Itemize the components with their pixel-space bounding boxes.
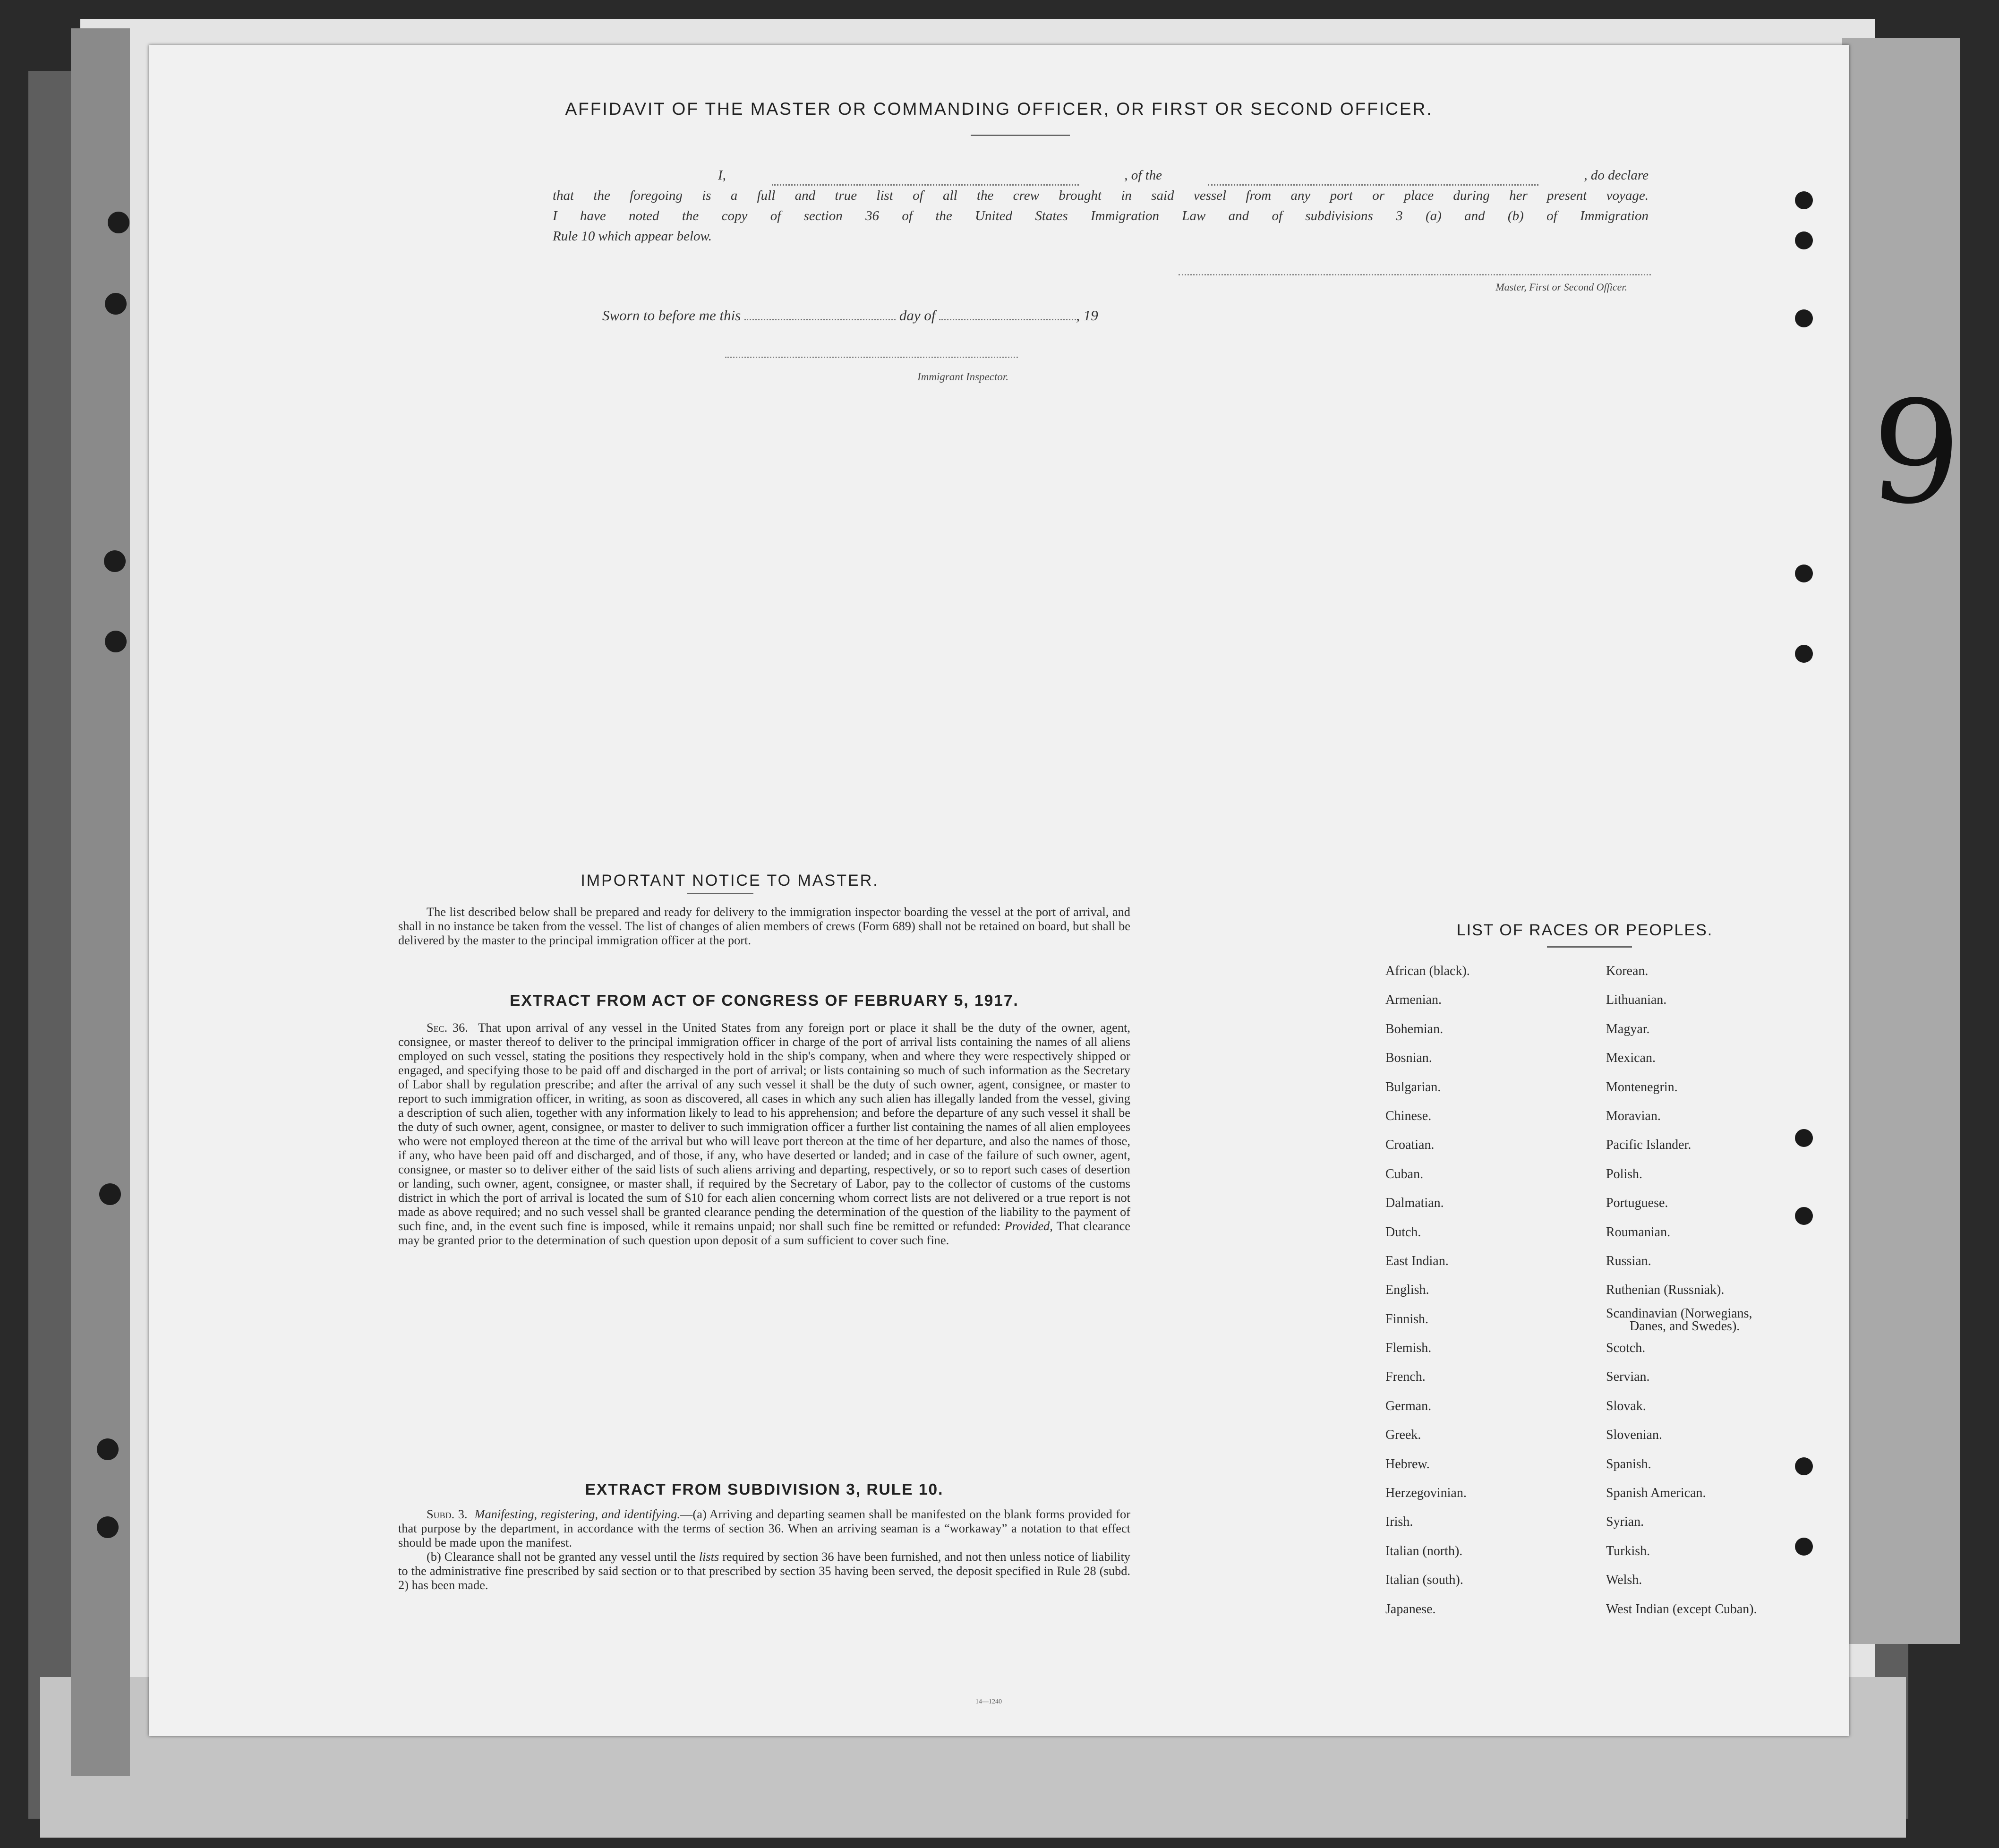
race-item: Bohemian. bbox=[1385, 1021, 1444, 1036]
divider bbox=[687, 893, 753, 894]
notice-paragraph: The list described below shall be prepared and ready for delivery to the immigration inspector boarding the vessel at the port of arrival, and shall in no instance be taken from the vessel. The list of changes of alien members of crews (Form 689) shall not be retained on board, but shall be delivered by the master to the principal immigration officer at the port. bbox=[398, 905, 1130, 947]
binder-hole bbox=[97, 1516, 119, 1538]
subdivision-paragraph-a bbox=[398, 1507, 1130, 1549]
race-item: Slovak. bbox=[1606, 1398, 1646, 1413]
form-number: 14—1240 bbox=[975, 1698, 1002, 1705]
subdivision-text-a: —(a) Arriving and departing seamen shall be manifested on the blank forms provided for that purpose by the department, in accordance with the terms of section 36. When an arriving seaman is a “workaway” a notation to that effect should be made upon the manifest. bbox=[398, 1507, 1131, 1549]
binder-hole bbox=[99, 1183, 121, 1205]
affidavit-declare: , do declare bbox=[1584, 168, 1649, 183]
race-item-line: Danes, and Swedes). bbox=[1630, 1318, 1740, 1334]
binder-hole bbox=[1795, 1538, 1813, 1556]
binder-hole bbox=[1795, 565, 1813, 582]
subdivision-body bbox=[398, 1507, 1130, 1592]
provided-word: Provided, bbox=[1004, 1219, 1053, 1233]
race-item: Dutch. bbox=[1385, 1224, 1421, 1240]
race-item: Croatian. bbox=[1385, 1138, 1435, 1153]
race-item: West Indian (except Cuban). bbox=[1606, 1601, 1757, 1617]
race-item: Bosnian. bbox=[1385, 1051, 1432, 1066]
races-title: LIST OF RACES OR PEOPLES. bbox=[1456, 921, 1713, 939]
affidavit-line: Rule 10 which appear below. bbox=[553, 229, 712, 244]
races-column-right bbox=[1606, 957, 1842, 1624]
race-item: Russian. bbox=[1606, 1253, 1651, 1268]
name-blank bbox=[772, 165, 1079, 186]
act-title: EXTRACT FROM ACT OF CONGRESS OF FEBRUARY 5, 1917. bbox=[510, 992, 1019, 1010]
subdivision-paragraph-b bbox=[398, 1549, 1130, 1592]
race-item: Flemish. bbox=[1385, 1341, 1432, 1356]
race-item: Polish. bbox=[1606, 1166, 1643, 1181]
month-blank bbox=[939, 319, 1076, 320]
subdivision-label: Subd. 3. bbox=[427, 1507, 468, 1521]
notice-title: IMPORTANT NOTICE TO MASTER. bbox=[581, 872, 879, 890]
binder-hole bbox=[1795, 1207, 1813, 1225]
race-item: French. bbox=[1385, 1369, 1426, 1385]
race-item: Korean. bbox=[1606, 964, 1649, 978]
race-item: Armenian. bbox=[1385, 992, 1442, 1008]
section-36-body bbox=[398, 1020, 1130, 1247]
race-item: Herzegovinian. bbox=[1385, 1486, 1467, 1501]
divider bbox=[1547, 946, 1632, 948]
race-item: Finnish. bbox=[1385, 1311, 1429, 1326]
race-item: Cuban. bbox=[1385, 1166, 1424, 1181]
race-item: Ruthenian (Russniak). bbox=[1606, 1283, 1725, 1298]
binder-hole bbox=[1795, 309, 1813, 327]
document-page bbox=[149, 45, 1849, 1736]
race-item: Spanish. bbox=[1606, 1456, 1651, 1472]
sworn-year: , 19 bbox=[1076, 307, 1098, 324]
binder-hole bbox=[1795, 1129, 1813, 1147]
race-item: Pacific Islander. bbox=[1606, 1138, 1691, 1153]
race-item: Italian (north). bbox=[1385, 1543, 1463, 1558]
affidavit-line: I have noted the copy of section 36 of the United States Immigration Law and of subdivisions 3 (a) and (b) of Immigration bbox=[553, 208, 1649, 223]
race-item: Spanish American. bbox=[1606, 1486, 1706, 1501]
subdivision-text-b-end: required by section 36 have been furnished, and not then unless notice of liability to the administrative fine prescribed by said section or to that prescribed by section 35 having been served, the deposit specified in Rule 28 (subd. 2) has been made. bbox=[398, 1549, 1130, 1592]
race-item: Turkish. bbox=[1606, 1543, 1650, 1558]
binder-hole bbox=[104, 550, 126, 572]
affidavit-body bbox=[553, 165, 1649, 247]
signature-line bbox=[1179, 274, 1651, 275]
race-item: English. bbox=[1385, 1283, 1429, 1298]
race-item: Italian (south). bbox=[1385, 1573, 1463, 1588]
race-item: Hebrew. bbox=[1385, 1456, 1430, 1472]
binder-hole bbox=[1795, 1457, 1813, 1475]
sworn-line bbox=[602, 307, 1098, 324]
race-item: Lithuanian. bbox=[1606, 992, 1667, 1008]
race-item: Roumanian. bbox=[1606, 1224, 1671, 1240]
day-blank bbox=[744, 319, 896, 320]
race-item: Dalmatian. bbox=[1385, 1196, 1444, 1211]
races-column-left bbox=[1385, 957, 1574, 1624]
section-text-end: That clearance may be granted prior to the determination of such question upon deposit of a sum sufficient to cover such fine. bbox=[398, 1219, 1130, 1247]
race-item: Magyar. bbox=[1606, 1021, 1650, 1036]
race-item: Bulgarian. bbox=[1385, 1079, 1441, 1095]
divider bbox=[971, 135, 1070, 136]
race-item: African (black). bbox=[1385, 964, 1470, 978]
race-item: Irish. bbox=[1385, 1514, 1413, 1530]
race-item: Scotch. bbox=[1606, 1341, 1646, 1356]
sworn-day: day of bbox=[899, 307, 936, 324]
binding-strip bbox=[71, 28, 130, 1776]
affidavit-title: AFFIDAVIT OF THE MASTER OR COMMANDING OFFICER, OR FIRST OR SECOND OFFICER. bbox=[565, 99, 1433, 119]
binder-hole bbox=[108, 212, 129, 233]
vessel-blank bbox=[1208, 165, 1538, 186]
background-sheet bbox=[1842, 38, 1960, 1644]
race-item: Servian. bbox=[1606, 1369, 1650, 1385]
affidavit-of-the: , of the bbox=[1124, 168, 1162, 183]
subdivision-title: EXTRACT FROM SUBDIVISION 3, RULE 10. bbox=[585, 1481, 944, 1498]
race-item: East Indian. bbox=[1385, 1253, 1449, 1268]
handwritten-page-number: 9 bbox=[1865, 368, 1966, 539]
race-item-line: Scandinavian (Norwegians, bbox=[1606, 1306, 1752, 1321]
section-36-paragraph bbox=[398, 1020, 1130, 1247]
binder-hole bbox=[1795, 645, 1813, 663]
section-label: Sec. 36. bbox=[427, 1020, 468, 1035]
signature-line bbox=[725, 357, 1018, 358]
affidavit-line: that the foregoing is a full and true list of all the crew brought in said vessel from any port or place during her present voyage. bbox=[553, 188, 1649, 203]
race-item: Chinese. bbox=[1385, 1108, 1432, 1123]
race-item: Slovenian. bbox=[1606, 1428, 1662, 1443]
lists-word: lists bbox=[699, 1549, 719, 1564]
sworn-prefix: Sworn to before me this bbox=[602, 307, 741, 324]
race-item: Syrian. bbox=[1606, 1514, 1644, 1530]
binder-hole bbox=[105, 293, 127, 315]
subdivision-heading: Manifesting, registering, and identifying. bbox=[474, 1507, 681, 1521]
race-item: Montenegrin. bbox=[1606, 1079, 1678, 1095]
race-item: Welsh. bbox=[1606, 1573, 1642, 1588]
binder-hole bbox=[105, 631, 127, 652]
affidavit-i: I, bbox=[718, 168, 726, 183]
race-item: Greek. bbox=[1385, 1428, 1421, 1443]
race-item: Mexican. bbox=[1606, 1051, 1656, 1066]
subdivision-text-b: (b) Clearance shall not be granted any vessel until the bbox=[427, 1549, 696, 1564]
race-item: German. bbox=[1385, 1398, 1432, 1413]
binder-hole bbox=[1795, 231, 1813, 249]
race-item: Portuguese. bbox=[1606, 1196, 1668, 1211]
race-item: Moravian. bbox=[1606, 1108, 1661, 1123]
notice-body bbox=[398, 905, 1130, 947]
race-item bbox=[1606, 1305, 1842, 1334]
master-label: Master, First or Second Officer. bbox=[1495, 281, 1627, 293]
binder-hole bbox=[1795, 191, 1813, 209]
binder-hole bbox=[97, 1438, 119, 1460]
race-item: Japanese. bbox=[1385, 1601, 1436, 1617]
section-text: That upon arrival of any vessel in the United States from any foreign port or place it shall be the duty of the owner, agent, consignee, or master thereof to deliver to the principal immigration officer in charge of the port of arrival lists containing the names of all aliens employed on such vessel, stating the positions they respectively hold in the ship's company, when and where they were respectively shipped or engaged, and specifying those to be paid off and discharged in the port of arrival; or lists containing so much of such information as the Secretary of Labor shall by regulation prescribe; and after the arrival of any such vessel it shall be the duty of such owner, agent, consignee, or master to report to such immigration officer, in writing, as soon as discovered, all cases in which any such alien has illegally landed from the vessel, giving a description of such alien, together with any information likely to lead to his apprehension; and before the departure of any such vessel it shall be the duty of such owner, agent, consignee, or master to deliver to such immigration officer a further list containing the names of all alien employees who were not employed thereon at the time of the arrival but who will leave port thereon at the time of her departure, and also the names of those, if any, who have been paid off and discharged, and of those, if any, who have deserted or landed; and in case of the failure of such owner, agent, consignee, or master so to deliver either of the said lists of such aliens arriving and departing, respectively, or so to report such cases of desertion or landing, such owner, agent, consignee, or master shall, if required by the Secretary of Labor, pay to the collector of customs of the customs district in which the port of arrival is located the sum of $10 for each alien concerning whom correct lists are not delivered or a true report is not made as above required; and no such vessel shall be granted clearance pending the determination of the question of the liability to the payment of such fine, and, in the event such fine is imposed, while it remains unpaid; nor shall such fine be remitted or refunded: bbox=[398, 1020, 1130, 1233]
inspector-label: Immigrant Inspector. bbox=[917, 371, 1008, 383]
